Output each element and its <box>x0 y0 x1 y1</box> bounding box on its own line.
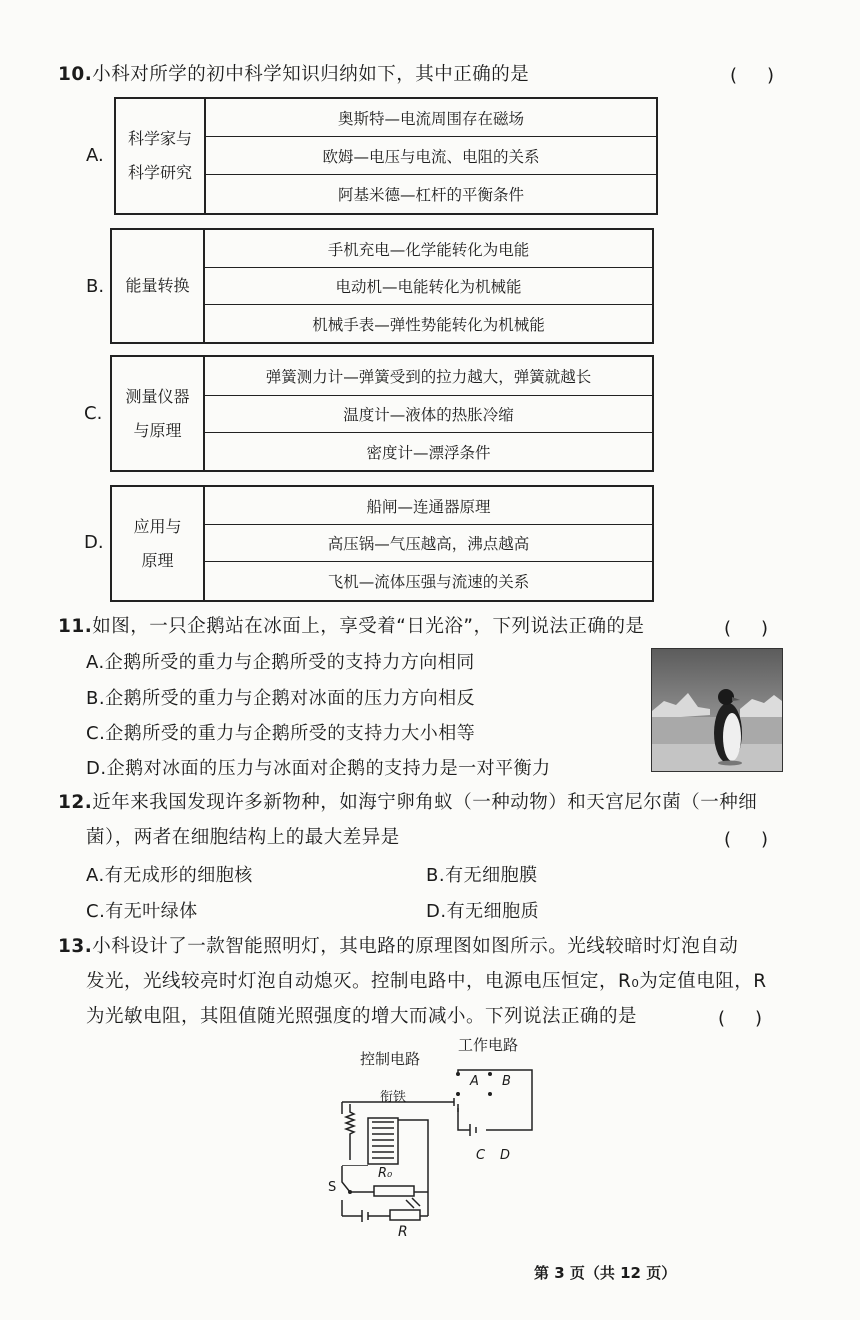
q10-option-b-table[interactable] <box>110 228 654 344</box>
q10-option-c-category-line1: 测量仪器 <box>125 386 190 406</box>
q13-circuit-diagram <box>320 1032 560 1166</box>
q11-title <box>58 612 644 638</box>
q10-option-c-row-2: 温度计—液体的热胀冷缩 <box>205 396 652 433</box>
q10-option-c-table[interactable] <box>110 355 654 472</box>
armature-label: 衔铁 <box>380 1090 407 1105</box>
q10-option-c-letter: C. <box>84 403 103 424</box>
penguin-photo <box>651 648 783 772</box>
q10-option-c-row-3: 密度计—漂浮条件 <box>366 443 491 462</box>
q10-option-d-category-line1: 应用与 <box>133 516 182 536</box>
q13-title-line1 <box>58 932 738 958</box>
q10-option-a-category <box>116 99 206 213</box>
q10-option-b-category-line1: 能量转换 <box>125 276 190 295</box>
contact-b-label: B <box>502 1074 511 1089</box>
q10-option-c-row-1: 弹簧测力计—弹簧受到的拉力越大，弹簧就越长 <box>205 357 652 396</box>
switch-s-label: S <box>328 1180 337 1195</box>
contact-d-label: D <box>500 1148 511 1163</box>
q11-stem: 如图，一只企鹅站在冰面上，享受着“日光浴”，下列说法正确的是 <box>92 616 645 637</box>
q12-number: 12. <box>58 792 93 813</box>
q10-option-c-category <box>112 357 205 470</box>
q10-option-a-row-3: 阿基米德—杠杆的平衡条件 <box>337 186 524 204</box>
q12-stem-line2: 菌），两者在细胞结构上的最大差异是 <box>86 827 400 848</box>
q12-answer-paren: ( ) <box>724 829 775 850</box>
q13-number: 13. <box>58 936 93 957</box>
q10-option-d-row-3: 飞机—流体压强与流速的关系 <box>327 573 530 591</box>
q10-option-d-row-2: 高压锅—气压越高，沸点越高 <box>205 525 652 562</box>
q10-option-c-category-line2: 与原理 <box>133 420 182 440</box>
q10-number: 10. <box>58 64 93 85</box>
contact-a-label: A <box>470 1074 479 1089</box>
q11-number: 11. <box>58 616 93 637</box>
q11-option-a[interactable]: A.企鹅所受的重力与企鹅所受的支持力方向相同 <box>86 652 475 673</box>
q10-option-a-row-2: 欧姆—电压与电流、电阻的关系 <box>206 137 656 175</box>
q11-option-b[interactable]: B.企鹅所受的重力与企鹅对冰面的压力方向相反 <box>86 688 476 709</box>
page-number-footer: 第 3 页（共 12 页） <box>534 1264 677 1282</box>
q10-option-b-category <box>112 230 205 342</box>
q10-option-a-category-line2: 科学研究 <box>127 163 192 182</box>
q10-option-a-row-1: 奥斯特—电流周围存在磁场 <box>206 99 656 137</box>
q13-control-lower <box>320 1166 560 1242</box>
q10-answer-paren: ( ) <box>730 65 781 86</box>
q10-option-d-table[interactable] <box>110 485 654 602</box>
photoresistor-r-label: R <box>398 1224 408 1240</box>
q10-stem: 小科对所学的初中科学知识归纳如下，其中正确的是 <box>92 64 530 85</box>
q12-option-b[interactable]: B.有无细胞膜 <box>426 865 538 886</box>
q11-answer-paren: ( ) <box>724 618 775 639</box>
q10-option-d-row-1: 船闸—连通器原理 <box>205 487 652 525</box>
q10-option-a-table[interactable] <box>114 97 658 215</box>
q10-option-a-category-line1: 科学家与 <box>127 129 192 148</box>
q12-option-a[interactable]: A.有无成形的细胞核 <box>86 865 253 886</box>
work-circuit-label: 工作电路 <box>458 1036 519 1054</box>
q13-answer-paren: ( ) <box>718 1008 769 1029</box>
q10-option-d-letter: D. <box>84 532 104 553</box>
q12-title-line1 <box>58 788 757 814</box>
resistor-r0-label: R₀ <box>378 1166 393 1181</box>
q12-stem-line1: 近年来我国发现许多新物种，如海宁卵角蚁（一种动物）和天宫尼尔菌（一种细 <box>92 792 758 813</box>
q11-option-d[interactable]: D.企鹅对冰面的压力与冰面对企鹅的支持力是一对平衡力 <box>86 758 551 779</box>
q10-option-b-row-1: 手机充电—化学能转化为电能 <box>205 230 652 268</box>
q12-option-d[interactable]: D.有无细胞质 <box>426 901 540 922</box>
contact-c-label: C <box>476 1148 486 1163</box>
q10-option-b-row-2: 电动机—电能转化为机械能 <box>205 268 652 305</box>
q10-option-b-letter: B. <box>86 276 105 297</box>
control-circuit-label: 控制电路 <box>360 1050 421 1068</box>
q10-option-d-category <box>112 487 205 600</box>
q13-stem-line2: 发光，光线较亮时灯泡自动熄灭。控制电路中，电源电压恒定，R₀为定值电阻，R <box>86 971 767 992</box>
q11-option-c[interactable]: C.企鹅所受的重力与企鹅所受的支持力大小相等 <box>86 723 476 744</box>
q12-option-c[interactable]: C.有无叶绿体 <box>86 901 198 922</box>
q13-stem-line3: 为光敏电阻，其阻值随光照强度的增大而减小。下列说法正确的是 <box>86 1006 638 1027</box>
q10-option-a-letter: A. <box>86 145 104 166</box>
q10-option-d-category-line2: 原理 <box>141 550 174 570</box>
q10-title <box>58 60 529 86</box>
q13-stem-line1: 小科设计了一款智能照明灯，其电路的原理图如图所示。光线较暗时灯泡自动 <box>92 936 739 957</box>
q10-option-b-row-3: 机械手表—弹性势能转化为机械能 <box>312 315 545 334</box>
